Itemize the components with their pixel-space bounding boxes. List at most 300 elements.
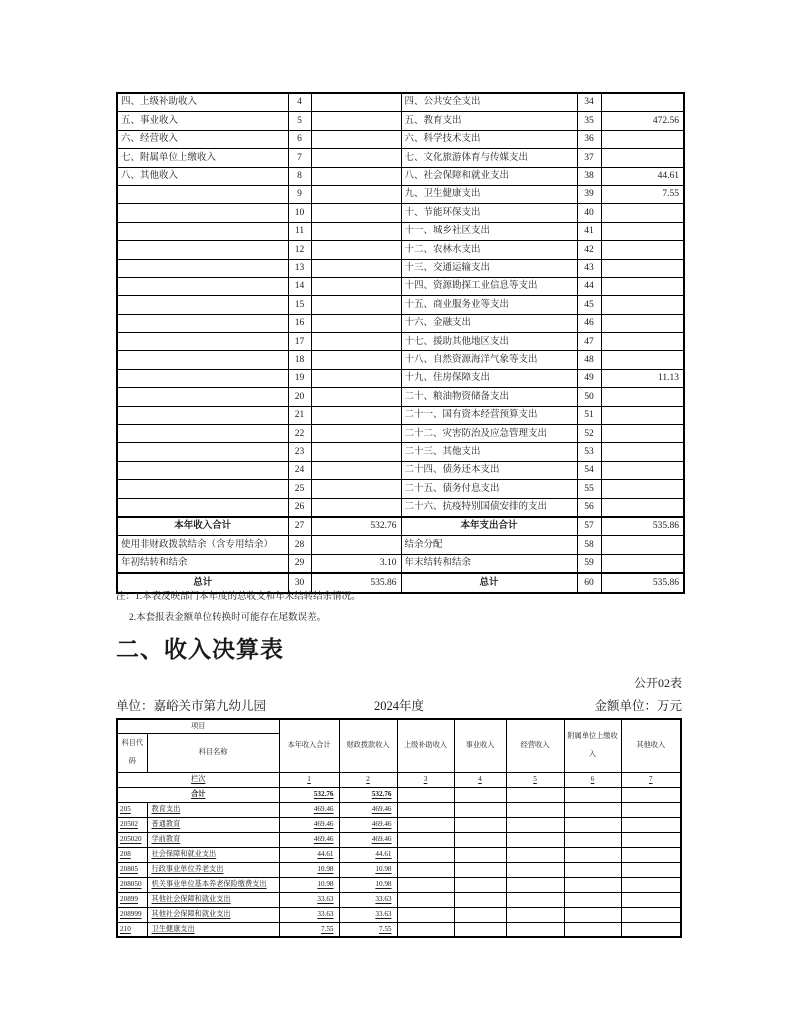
income-header-row-1 — [117, 719, 681, 733]
left-item-label: 本年收入合计 — [117, 517, 288, 536]
amount-cell — [454, 817, 506, 832]
amount-cell — [454, 892, 506, 907]
right-line-number: 51 — [577, 406, 601, 424]
summary-row — [117, 333, 684, 351]
left-amount — [311, 498, 401, 517]
summary-row — [117, 573, 684, 592]
subject-name: 机关事业单位基本养老保险缴费支出 — [147, 877, 279, 892]
amount-cell — [621, 802, 681, 817]
amount-cell — [454, 877, 506, 892]
income-row — [117, 817, 681, 832]
right-amount — [601, 333, 684, 351]
right-item-label: 本年支出合计 — [401, 517, 577, 536]
amount-cell — [397, 802, 454, 817]
left-line-number: 28 — [288, 536, 311, 554]
right-line-number: 38 — [577, 167, 601, 185]
left-item-label — [117, 480, 288, 498]
column-header: 经营收入 — [506, 719, 564, 772]
summary-row — [117, 406, 684, 424]
left-amount — [311, 130, 401, 148]
left-item-label — [117, 277, 288, 295]
left-item-label — [117, 425, 288, 443]
right-amount — [601, 461, 684, 479]
right-item-label: 十四、资源勘探工业信息等支出 — [401, 277, 577, 295]
right-amount — [601, 536, 684, 554]
summary-row — [117, 130, 684, 148]
right-line-number: 34 — [577, 93, 601, 112]
left-amount — [311, 259, 401, 277]
income-row — [117, 802, 681, 817]
amount-cell — [621, 877, 681, 892]
summary-row — [117, 204, 684, 222]
column-header: 附属单位上缴收入 — [564, 719, 621, 772]
amount-cell — [397, 847, 454, 862]
amount-cell — [564, 877, 621, 892]
subject-name: 卫生健康支出 — [147, 922, 279, 937]
amount-cell: 7.55 — [279, 922, 339, 937]
left-item-label: 五、事业收入 — [117, 112, 288, 130]
summary-row — [117, 185, 684, 203]
right-amount: 11.13 — [601, 369, 684, 387]
right-item-label: 十六、金融支出 — [401, 314, 577, 332]
amount-cell — [564, 802, 621, 817]
left-item-label — [117, 185, 288, 203]
left-line-number: 12 — [288, 241, 311, 259]
right-line-number: 59 — [577, 554, 601, 573]
left-line-number: 21 — [288, 406, 311, 424]
amount-cell — [506, 877, 564, 892]
amount-cell — [454, 847, 506, 862]
left-item-label — [117, 351, 288, 369]
column-number: 4 — [454, 772, 506, 787]
amount-cell — [454, 907, 506, 922]
summary-table — [116, 92, 685, 594]
left-item-label — [117, 314, 288, 332]
summary-row — [117, 388, 684, 406]
amount-cell — [564, 892, 621, 907]
left-line-number: 13 — [288, 259, 311, 277]
note-line-2: 2.本套报表金额单位转换时可能存在尾数误差。 — [129, 613, 327, 623]
right-item-label: 二十二、灾害防治及应急管理支出 — [401, 425, 577, 443]
summary-row — [117, 167, 684, 185]
amount-cell — [621, 817, 681, 832]
unit-name: 单位：嘉峪关市第九幼儿园 — [116, 699, 267, 713]
amount-cell: 10.98 — [339, 877, 397, 892]
amount-cell: 10.98 — [279, 877, 339, 892]
right-item-label: 二十五、债务付息支出 — [401, 480, 577, 498]
left-line-number: 24 — [288, 461, 311, 479]
amount-cell — [621, 862, 681, 877]
column-header: 财政拨款收入 — [339, 719, 397, 772]
left-amount — [311, 536, 401, 554]
right-amount — [601, 498, 684, 517]
left-amount — [311, 425, 401, 443]
amount-cell — [454, 862, 506, 877]
left-line-number: 25 — [288, 480, 311, 498]
right-amount — [601, 222, 684, 240]
amount-cell — [564, 922, 621, 937]
left-amount — [311, 480, 401, 498]
left-line-number: 4 — [288, 93, 311, 112]
subject-code: 20805 — [117, 862, 147, 877]
summary-row — [117, 461, 684, 479]
right-amount — [601, 204, 684, 222]
right-amount — [601, 296, 684, 314]
header-subject-code: 科目代码 — [117, 733, 147, 772]
income-row — [117, 907, 681, 922]
left-amount — [311, 93, 401, 112]
right-line-number: 48 — [577, 351, 601, 369]
table-meta-row — [116, 696, 682, 712]
right-item-label: 总计 — [401, 573, 577, 592]
left-amount — [311, 296, 401, 314]
summary-row — [117, 554, 684, 573]
total-amount — [564, 787, 621, 802]
right-line-number: 46 — [577, 314, 601, 332]
right-item-label: 五、教育支出 — [401, 112, 577, 130]
total-amount: 532.76 — [279, 787, 339, 802]
summary-row — [117, 149, 684, 167]
right-item-label: 二十、粮油物资储备支出 — [401, 388, 577, 406]
right-item-label: 二十四、债务还本支出 — [401, 461, 577, 479]
left-item-label — [117, 296, 288, 314]
right-amount: 535.86 — [601, 573, 684, 592]
total-amount — [506, 787, 564, 802]
right-item-label: 八、社会保障和就业支出 — [401, 167, 577, 185]
amount-cell — [454, 802, 506, 817]
left-line-number: 6 — [288, 130, 311, 148]
left-item-label — [117, 498, 288, 517]
right-item-label: 二十一、国有资本经营预算支出 — [401, 406, 577, 424]
right-amount: 7.55 — [601, 185, 684, 203]
column-number: 1 — [279, 772, 339, 787]
column-number-row — [117, 772, 681, 787]
right-line-number: 60 — [577, 573, 601, 592]
left-item-label: 使用非财政拨款结余（含专用结余） — [117, 536, 288, 554]
amount-cell — [564, 907, 621, 922]
summary-row — [117, 498, 684, 517]
summary-row — [117, 443, 684, 461]
right-amount — [601, 425, 684, 443]
column-header: 事业收入 — [454, 719, 506, 772]
left-amount — [311, 185, 401, 203]
summary-row — [117, 112, 684, 130]
left-line-number: 14 — [288, 277, 311, 295]
left-line-number: 30 — [288, 573, 311, 592]
income-row — [117, 847, 681, 862]
right-item-label: 六、科学技术支出 — [401, 130, 577, 148]
summary-row — [117, 480, 684, 498]
left-item-label — [117, 333, 288, 351]
amount-cell — [564, 832, 621, 847]
right-amount: 44.61 — [601, 167, 684, 185]
left-item-label — [117, 259, 288, 277]
right-amount: 535.86 — [601, 517, 684, 536]
left-line-number: 27 — [288, 517, 311, 536]
left-item-label — [117, 388, 288, 406]
income-row — [117, 922, 681, 937]
left-amount — [311, 277, 401, 295]
amount-cell — [564, 862, 621, 877]
amount-cell — [621, 907, 681, 922]
subject-name: 社会保障和就业支出 — [147, 847, 279, 862]
right-amount — [601, 480, 684, 498]
right-amount — [601, 259, 684, 277]
left-line-number: 26 — [288, 498, 311, 517]
right-line-number: 41 — [577, 222, 601, 240]
amount-cell — [621, 892, 681, 907]
income-row — [117, 877, 681, 892]
amount-cell: 10.98 — [339, 862, 397, 877]
amount-unit: 金额单位：万元 — [594, 699, 682, 713]
left-amount — [311, 461, 401, 479]
right-amount — [601, 388, 684, 406]
income-row — [117, 892, 681, 907]
left-item-label: 四、上级补助收入 — [117, 93, 288, 112]
amount-cell — [621, 832, 681, 847]
amount-cell — [506, 892, 564, 907]
right-item-label: 十二、农林水支出 — [401, 241, 577, 259]
left-amount: 535.86 — [311, 573, 401, 592]
amount-cell: 33.63 — [279, 907, 339, 922]
left-amount — [311, 204, 401, 222]
left-line-number: 19 — [288, 369, 311, 387]
amount-cell — [506, 862, 564, 877]
left-item-label — [117, 443, 288, 461]
left-line-number: 8 — [288, 167, 311, 185]
summary-row — [117, 241, 684, 259]
amount-cell: 469.46 — [339, 832, 397, 847]
right-amount: 472.56 — [601, 112, 684, 130]
right-line-number: 56 — [577, 498, 601, 517]
column-number: 3 — [397, 772, 454, 787]
lanci-label: 栏次 — [117, 772, 279, 787]
summary-row — [117, 425, 684, 443]
left-amount — [311, 351, 401, 369]
right-amount — [601, 277, 684, 295]
summary-row — [117, 259, 684, 277]
left-amount — [311, 167, 401, 185]
right-item-label: 二十三、其他支出 — [401, 443, 577, 461]
right-line-number: 45 — [577, 296, 601, 314]
subject-code: 208999 — [117, 907, 147, 922]
left-amount — [311, 112, 401, 130]
summary-row — [117, 314, 684, 332]
total-amount — [454, 787, 506, 802]
left-amount — [311, 443, 401, 461]
total-amount — [397, 787, 454, 802]
amount-cell — [397, 832, 454, 847]
amount-cell — [506, 802, 564, 817]
amount-cell — [506, 847, 564, 862]
left-line-number: 23 — [288, 443, 311, 461]
amount-cell: 10.98 — [279, 862, 339, 877]
fiscal-year: 2024年度 — [373, 699, 424, 713]
left-line-number: 5 — [288, 112, 311, 130]
left-line-number: 10 — [288, 204, 311, 222]
income-total-row — [117, 787, 681, 802]
right-line-number: 43 — [577, 259, 601, 277]
amount-cell: 469.46 — [339, 817, 397, 832]
left-line-number: 17 — [288, 333, 311, 351]
left-item-label: 七、附属单位上缴收入 — [117, 149, 288, 167]
subject-code: 208050 — [117, 877, 147, 892]
left-item-label: 年初结转和结余 — [117, 554, 288, 573]
left-amount — [311, 388, 401, 406]
header-subject-name: 科目名称 — [147, 733, 279, 772]
amount-cell — [397, 922, 454, 937]
column-number: 2 — [339, 772, 397, 787]
amount-cell — [454, 832, 506, 847]
summary-row — [117, 277, 684, 295]
amount-cell — [506, 832, 564, 847]
right-item-label: 七、文化旅游体育与传媒支出 — [401, 149, 577, 167]
right-amount — [601, 93, 684, 112]
column-number: 5 — [506, 772, 564, 787]
left-line-number: 18 — [288, 351, 311, 369]
subject-name: 普通教育 — [147, 817, 279, 832]
summary-row — [117, 369, 684, 387]
left-amount: 3.10 — [311, 554, 401, 573]
right-line-number: 54 — [577, 461, 601, 479]
amount-cell — [454, 922, 506, 937]
right-amount — [601, 443, 684, 461]
subject-code: 20899 — [117, 892, 147, 907]
amount-cell — [397, 862, 454, 877]
summary-row — [117, 517, 684, 536]
left-amount — [311, 222, 401, 240]
subject-name: 其他社会保障和就业支出 — [147, 892, 279, 907]
section-title: 二、收入决算表 — [116, 636, 284, 662]
right-item-label: 十三、交通运输支出 — [401, 259, 577, 277]
amount-cell: 469.46 — [279, 802, 339, 817]
amount-cell: 33.63 — [339, 892, 397, 907]
left-item-label — [117, 406, 288, 424]
left-item-label — [117, 204, 288, 222]
income-row — [117, 862, 681, 877]
column-header: 上级补助收入 — [397, 719, 454, 772]
right-line-number: 40 — [577, 204, 601, 222]
amount-cell — [621, 922, 681, 937]
column-header: 其他收入 — [621, 719, 681, 772]
amount-cell: 33.63 — [279, 892, 339, 907]
right-item-label: 四、公共安全支出 — [401, 93, 577, 112]
note-line-1: 注：1.本表反映部门本年度的总收支和年末结转结余情况。 — [116, 592, 361, 602]
left-amount — [311, 369, 401, 387]
amount-cell — [397, 877, 454, 892]
amount-cell — [564, 847, 621, 862]
summary-row — [117, 296, 684, 314]
column-header: 本年收入合计 — [279, 719, 339, 772]
subject-code: 20502 — [117, 817, 147, 832]
amount-cell — [564, 817, 621, 832]
right-line-number: 53 — [577, 443, 601, 461]
subject-name: 其他社会保障和就业支出 — [147, 907, 279, 922]
left-line-number: 22 — [288, 425, 311, 443]
summary-row — [117, 222, 684, 240]
right-line-number: 47 — [577, 333, 601, 351]
amount-cell — [397, 817, 454, 832]
right-line-number: 55 — [577, 480, 601, 498]
amount-cell: 44.61 — [279, 847, 339, 862]
amount-cell — [621, 847, 681, 862]
right-item-label: 十、节能环保支出 — [401, 204, 577, 222]
left-line-number: 7 — [288, 149, 311, 167]
left-amount — [311, 333, 401, 351]
subject-code: 205020 — [117, 832, 147, 847]
table-notes — [116, 591, 686, 624]
right-amount — [601, 149, 684, 167]
right-line-number: 49 — [577, 369, 601, 387]
right-item-label: 九、卫生健康支出 — [401, 185, 577, 203]
right-line-number: 35 — [577, 112, 601, 130]
income-table — [116, 718, 682, 938]
total-amount — [621, 787, 681, 802]
left-item-label: 总计 — [117, 573, 288, 592]
right-item-label: 十九、住房保障支出 — [401, 369, 577, 387]
total-label: 合计 — [117, 787, 279, 802]
income-row — [117, 832, 681, 847]
right-line-number: 52 — [577, 425, 601, 443]
right-item-label: 结余分配 — [401, 536, 577, 554]
right-item-label: 二十六、抗疫特别国债安排的支出 — [401, 498, 577, 517]
left-amount: 532.76 — [311, 517, 401, 536]
amount-cell: 469.46 — [279, 832, 339, 847]
left-line-number: 11 — [288, 222, 311, 240]
right-line-number: 39 — [577, 185, 601, 203]
left-item-label — [117, 461, 288, 479]
amount-cell — [397, 892, 454, 907]
subject-code: 205 — [117, 802, 147, 817]
subject-name: 教育支出 — [147, 802, 279, 817]
left-amount — [311, 241, 401, 259]
right-amount — [601, 351, 684, 369]
amount-cell: 469.46 — [339, 802, 397, 817]
left-item-label — [117, 241, 288, 259]
right-line-number: 42 — [577, 241, 601, 259]
summary-row — [117, 351, 684, 369]
amount-cell: 7.55 — [339, 922, 397, 937]
summary-row — [117, 536, 684, 554]
column-number: 7 — [621, 772, 681, 787]
right-amount — [601, 406, 684, 424]
amount-cell — [506, 817, 564, 832]
right-line-number: 57 — [577, 517, 601, 536]
left-item-label — [117, 222, 288, 240]
right-line-number: 36 — [577, 130, 601, 148]
right-amount — [601, 241, 684, 259]
amount-cell — [506, 922, 564, 937]
table-ref-label: 公开02表 — [633, 676, 682, 690]
left-line-number: 16 — [288, 314, 311, 332]
left-amount — [311, 406, 401, 424]
right-line-number: 44 — [577, 277, 601, 295]
subject-name: 学前教育 — [147, 832, 279, 847]
right-item-label: 十八、自然资源海洋气象等支出 — [401, 351, 577, 369]
amount-cell — [506, 907, 564, 922]
left-amount — [311, 314, 401, 332]
right-line-number: 58 — [577, 536, 601, 554]
summary-row — [117, 93, 684, 112]
right-item-label: 年末结转和结余 — [401, 554, 577, 573]
subject-name: 行政事业单位养老支出 — [147, 862, 279, 877]
right-item-label: 十七、援助其他地区支出 — [401, 333, 577, 351]
left-line-number: 20 — [288, 388, 311, 406]
subject-code: 210 — [117, 922, 147, 937]
left-item-label — [117, 369, 288, 387]
total-amount: 532.76 — [339, 787, 397, 802]
column-number: 6 — [564, 772, 621, 787]
